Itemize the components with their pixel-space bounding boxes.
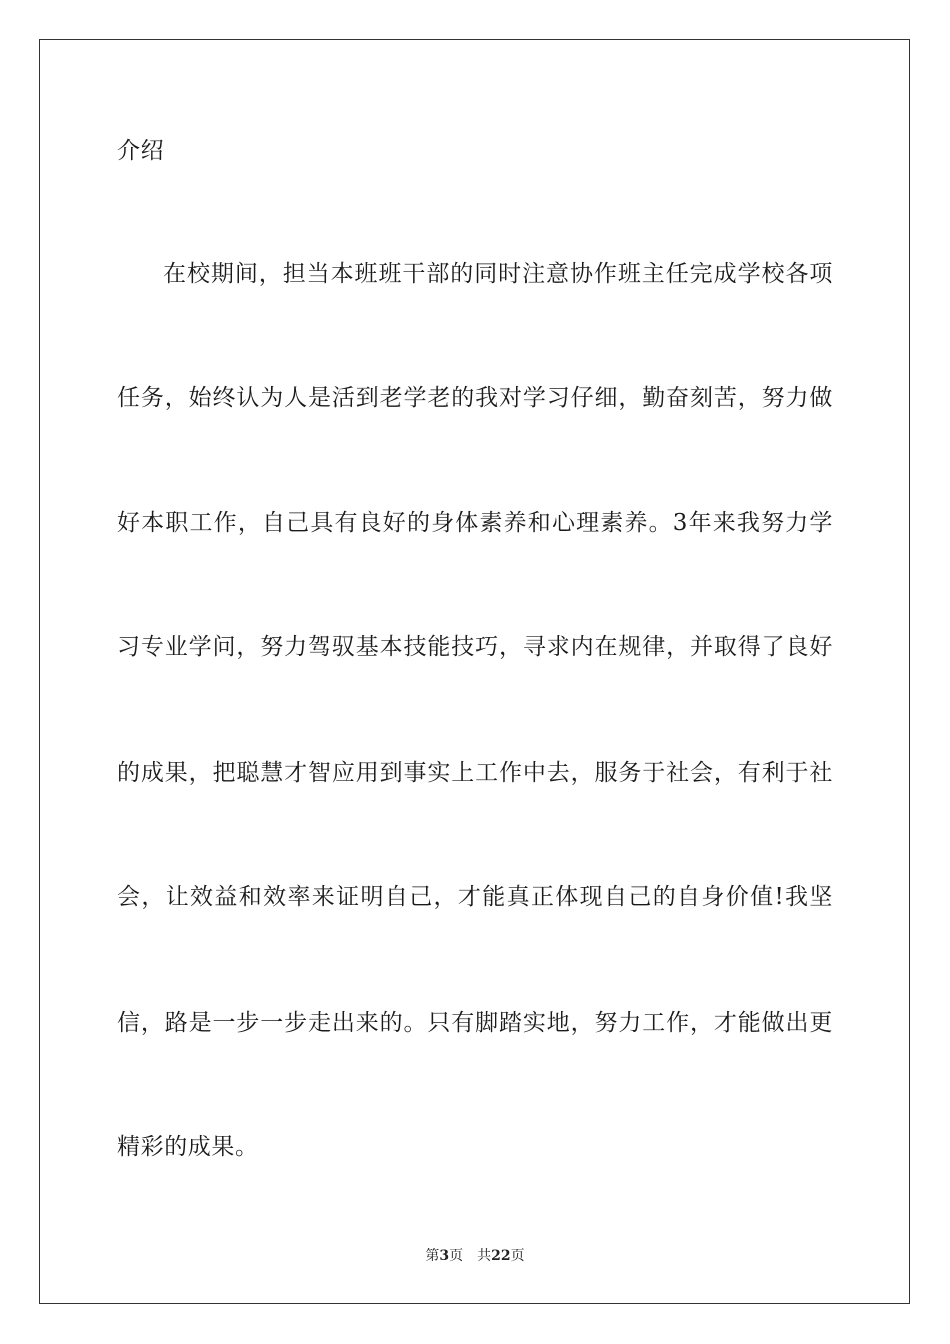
paragraph-line-6: 会，让效益和效率来证明自己，才能真正体现自己的自身价值!我坚 (117, 884, 833, 910)
page-prefix: 第 (425, 1248, 440, 1264)
paragraph-line-4: 习专业学问，努力驾驭基本技能技巧，寻求内在规律，并取得了良好 (117, 634, 833, 660)
page-suffix: 页 (449, 1248, 464, 1264)
paragraph-line-1: 在校期间，担当本班班干部的同时注意协作班主任完成学校各项 (163, 261, 833, 287)
page-footer (0, 1246, 950, 1266)
paragraph-line-3: 好本职工作，自己具有良好的身体素养和心理素养。3年来我努力学 (117, 510, 833, 536)
total-pages: 22 (491, 1248, 511, 1264)
page-frame (39, 39, 910, 1304)
paragraph-line-8: 精彩的成果。 (117, 1134, 259, 1160)
paragraph-line-5: 的成果，把聪慧才智应用到事实上工作中去，服务于社会，有利于社 (117, 760, 833, 786)
paragraph-line-2: 任务，始终认为人是活到老学老的我对学习仔细，勤奋刻苦，努力做 (117, 385, 833, 411)
page-number: 3 (439, 1248, 450, 1264)
total-prefix: 共 (477, 1248, 492, 1264)
total-suffix: 页 (510, 1248, 525, 1264)
paragraph-line-7: 信，路是一步一步走出来的。只有脚踏实地，努力工作，才能做出更 (117, 1010, 833, 1036)
section-heading: 介绍 (117, 138, 165, 164)
